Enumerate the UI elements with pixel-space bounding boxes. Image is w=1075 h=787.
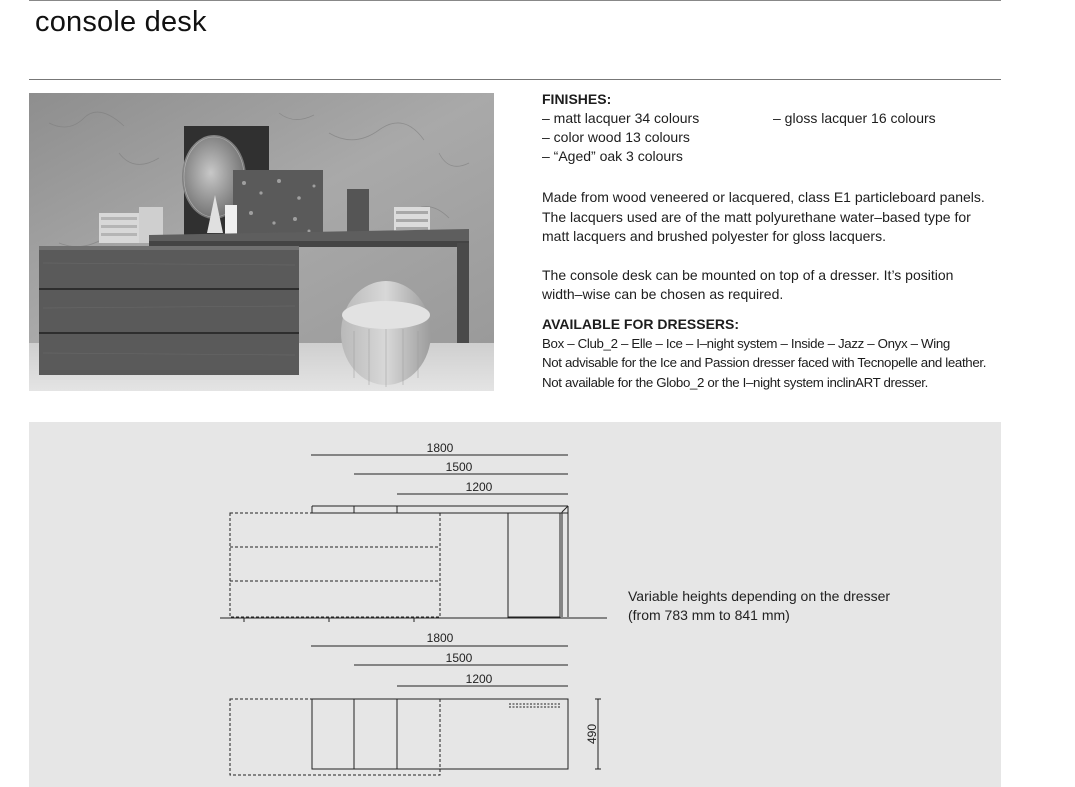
finish-item: – color wood 13 colours (542, 129, 690, 146)
product-info (542, 90, 1012, 392)
section-divider (29, 79, 1001, 80)
dim-label: 1500 (445, 651, 473, 665)
finish-item: – matt lacquer 34 colours (542, 110, 700, 127)
text-line: The lacquers used are of the matt polyurethane water–based type for (542, 208, 971, 225)
dressers-line: Not available for the Globo_2 or the I–night system inclinART dresser. (542, 374, 928, 390)
technical-drawing (29, 422, 1001, 787)
dim-label: 1800 (426, 441, 454, 455)
product-photo (29, 93, 494, 391)
dressers-section (542, 315, 1012, 392)
text-line: Made from wood veneered or lacquered, class E1 particleboard panels. (542, 189, 985, 206)
text-line: width–wise can be chosen as required. (542, 286, 784, 303)
materials-paragraph (542, 188, 1012, 246)
dim-label: 1500 (445, 460, 473, 474)
dim-label: 1200 (465, 480, 493, 494)
dressers-line: Not advisable for the Ice and Passion dresser faced with Tecnopelle and leather. (542, 355, 987, 371)
page-title: console desk (35, 6, 207, 38)
dressers-line: Box – Club_2 – Elle – Ice – I–night system – Inside – Jazz – Onyx – Wing (542, 336, 950, 352)
note-line: Variable heights depending on the dresser (628, 588, 891, 604)
dim-label: 1200 (465, 672, 493, 686)
finishes-heading: FINISHES: (542, 91, 612, 107)
photo-illustration (29, 93, 494, 391)
finish-item: – “Aged” oak 3 colours (542, 148, 683, 165)
note-line: (from 783 mm to 841 mm) (628, 607, 790, 623)
text-line: The console desk can be mounted on top of a dresser. It’s position (542, 267, 954, 284)
dim-label: 1800 (426, 631, 454, 645)
top-rule (29, 0, 1001, 1)
dressers-heading: AVAILABLE FOR DRESSERS: (542, 315, 740, 332)
height-note (628, 587, 890, 625)
mounting-paragraph (542, 266, 1012, 305)
finish-item: – gloss lacquer 16 colours (773, 110, 936, 127)
text-line: matt lacquers and brushed polyester for gloss lacquers. (542, 227, 886, 244)
depth-label: 490 (585, 723, 599, 745)
finishes-list (542, 109, 1012, 167)
